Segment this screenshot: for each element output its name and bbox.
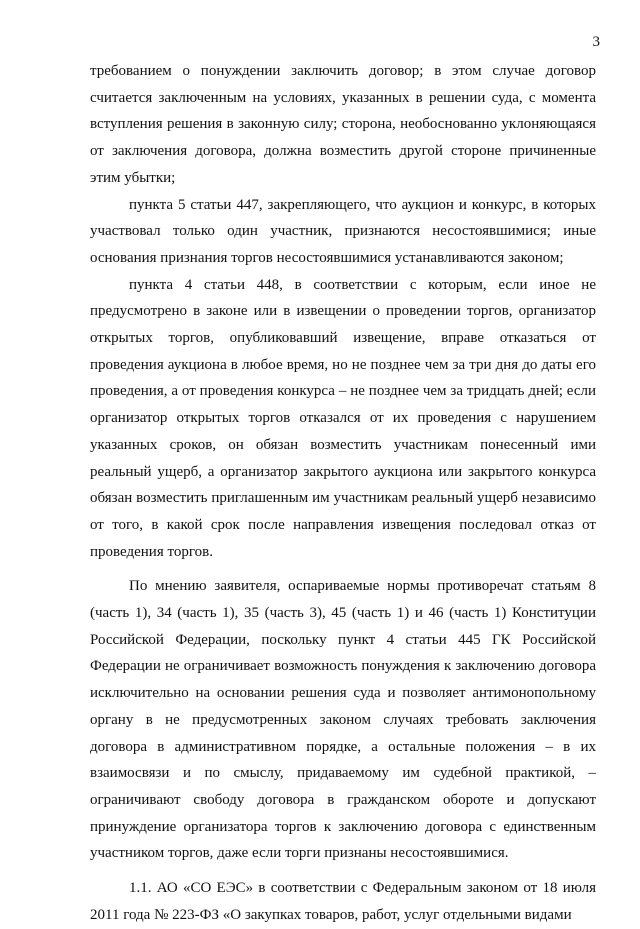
page-number: 3 <box>592 34 600 50</box>
paragraph-clause-448: пункта 4 статьи 448, в соответствии с которым, если иное не предусмотрено в законе или в извещении о проведении торгов, организатор открытых торгов, опубликовавший извещение, вправе отказаться от проведения аукциона в любое время, но не позднее чем за три дня до даты его проведения, а от проведения конкурса – не позднее чем за тридцать дней; если организатор открытых торгов отказался от их проведения с нарушением указанных сроков, он обязан возместить участникам понесенный ими реальный ущерб, а организатор закрытого аукциона или закрытого конкурса обязан возместить приглашенным им участникам реальный ущерб независимо от того, в какой срок после направления извещения последовал отказ от проведения торгов. <box>90 276 596 560</box>
document-body <box>90 58 596 929</box>
paragraph-section-1-1: 1.1. АО «СО ЕЭС» в соответствии с Федеральным законом от 18 июля 2011 года № 223-ФЗ «О закупках товаров, работ, услуг отдельными видами <box>90 880 596 923</box>
paragraph-continuation: требованием о понуждении заключить договор; в этом случае договор считается заключенным на условиях, указанных в решении суда, с момента вступления решения в законную силу; сторона, необоснованно уклоняющаяся от заключения договора, должна возместить другой стороне причиненные этим убытки; <box>90 63 596 186</box>
paragraph-clause-447: пункта 5 статьи 447, закрепляющего, что аукцион и конкурс, в которых участвовал только один участник, признаются несостоявшимися; иные основания признания торгов несостоявшимися устанавливаются законом; <box>90 196 596 266</box>
paragraph-applicant-opinion: По мнению заявителя, оспариваемые нормы противоречат статьям 8 (часть 1), 34 (часть 1), 35 (часть 3), 45 (часть 1) и 46 (часть 1) Конституции Российской Федерации, поскольку пункт 4 статьи 445 ГК Российской Федерации не ограничивает возможность понуждения к заключению договора исключительно на основании решения суда и позволяет антимонопольному органу в не предусмотренных законом случаях требовать заключения договора в административном порядке, а остальные положения – в их взаимосвязи и по смыслу, придаваемому им судебной практикой, – ограничивают свободу договора в гражданском обороте и допускают принуждение организатора торгов к заключению договора с единственным участником торгов, даже если торги признаны несостоявшимися. <box>90 578 596 862</box>
